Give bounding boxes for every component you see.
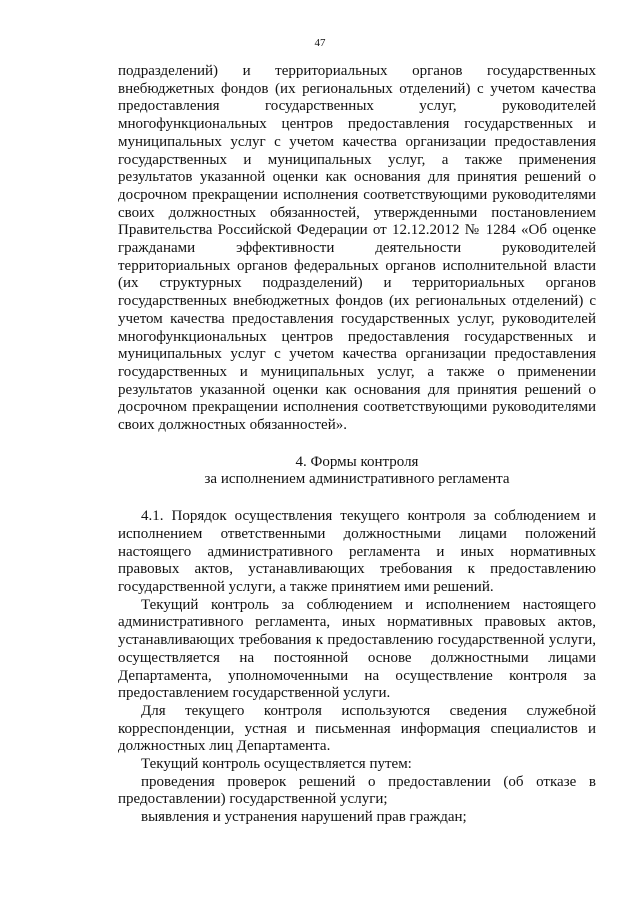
section-title-line-2: за исполнением административного регламента (204, 471, 510, 488)
paragraph-control-sources: Для текущего контроля используются сведения служебной корреспонденции, устная и письменная информация специалистов и должностных лиц Департамента. (118, 702, 596, 755)
paragraph-method-violations: выявления и устранения нарушений прав граждан; (141, 809, 467, 826)
paragraph-method-inspections: проведения проверок решений о предоставлении (об отказе в предоставлении) государственной услуги; (118, 773, 596, 808)
page-number: 47 (314, 37, 326, 49)
paragraph-control-methods: Текущий контроль осуществляется путем: (141, 756, 412, 773)
paragraph-4-1: 4.1. Порядок осуществления текущего контроля за соблюдением и исполнением ответственными должностными лицами положений настоящего административного регламента и иных нормативных правовых актов, устанавливающих требования к предоставлению государственной услуги, а также принятием ими решений. (118, 508, 596, 595)
continuation-paragraph: подразделений) и территориальных органов государственных внебюджетных фондов (их региональных отделений) с учетом качества предоставления государственных услуг, руководителей многофункциональных центров предоставления государственных и муниципальных услуг с учетом качества организации предоставления государственных и муниципальных услуг, а также применения результатов указанной оценки как основания для принятия решений о досрочном прекращении исполнения соответствующими руководителями своих должностных обязанностей, утвержденными постановлением Правительства Российской Федерации от 12.12.2012 № 1284 «Об оценке гражданами эффективности деятельности руководителей территориальных органов федеральных органов исполнительной власти (их структурных подразделений) и территориальных органов государственных внебюджетных фондов (их региональных отделений) с учетом качества предоставления государственных услуг, руководителей многофункциональных центров предоставления государственных и муниципальных услуг с учетом качества организации предоставления государственных и муниципальных услуг, а также о применении результатов указанной оценки как основания для принятия решений о досрочном прекращении исполнения соответствующими руководителями своих должностных обязанностей». (118, 63, 596, 434)
document-body (118, 63, 596, 827)
paragraph-current-control: Текущий контроль за соблюдением и исполнением настоящего административного регламента, иных нормативных правовых актов, устанавливающих требования к предоставлению государственной услуги, осуществляется на постоянной основе должностными лицами Департамента, уполномоченными на осуществление контроля за предоставлением государственной услуги. (118, 596, 596, 702)
section-title-line-1: 4. Формы контроля (295, 453, 419, 470)
